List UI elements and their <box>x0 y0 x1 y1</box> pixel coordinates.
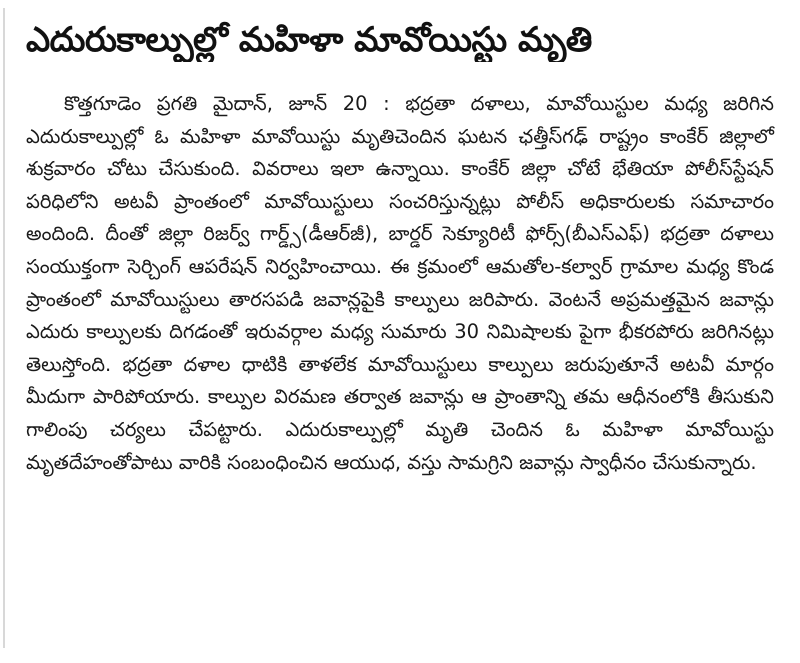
column-divider <box>3 8 5 648</box>
article-headline: ఎదురుకాల్పుల్లో మహిళా మావోయిస్టు మృతి <box>26 20 592 60</box>
article-body: కొత్తగూడెం ప్రగతి మైదాన్, జూన్ 20 : భద్రతా దళాలు, మావోయిస్టుల మధ్య జరిగిన ఎదురుకాల్పుల్లో ఓ మహిళా మావోయిస్టు మృతిచెందిన ఘటన ఛత్తీస్‌గఢ్ రాష్ట్రం కాంకేర్ జిల్లాలో శుక్రవారం చోటు చేసుకుంది. వివరాలు ఇలా ఉన్నాయి. కాంకేర్ జిల్లా చోటే భేతియా పోలీస్‌స్టేషన్ పరిధిలోని అటవీ ప్రాంతంలో మావోయిస్టులు సంచరిస్తున్నట్లు పోలీస్ అధికారులకు సమాచారం అందింది. దీంతో జిల్లా రిజర్వ్ గార్డ్స్(డీఆర్‌జీ), బార్డర్ సెక్యూరిటీ ఫోర్స్(బీఎస్‌ఎఫ్) భద్రతా దళాలు సంయుక్తంగా సెర్చింగ్ ఆపరేషన్ నిర్వహించాయి. ఈ క్రమంలో ఆమతోల-కల్వార్ గ్రామాల మధ్య కొండ ప్రాంతంలో మావోయిస్టులు తారసపడి జవాన్లపైకి కాల్పులు జరిపారు. వెంటనే అప్రమత్తమైన జవాన్లు ఎదురు కాల్పులకు దిగడంతో ఇరువర్గాల మధ్య సుమారు 30 నిమిషాలకు పైగా భీకరపోరు జరిగినట్లు తెలుస్తోంది. భద్రతా దళాల ధాటికి తాళలేక మావోయిస్టులు కాల్పులు జరుపుతూనే అటవీ మార్గం మీదుగా పారిపోయారు. కాల్పుల విరమణ తర్వాత జవాన్లు ఆ ప్రాంతాన్ని తమ ఆధీనంలోకి తీసుకుని గాలింపు చర్యలు చేపట్టారు. ఎదురుకాల్పుల్లో మృతి చెందిన ఓ మహిళా మావోయిస్టు మృతదేహంతోపాటు వారికి సంబంధించిన ఆయుధ, వస్తు సామగ్రిని జవాన్లు స్వాధీనం చేసుకున్నారు. <box>26 92 774 474</box>
